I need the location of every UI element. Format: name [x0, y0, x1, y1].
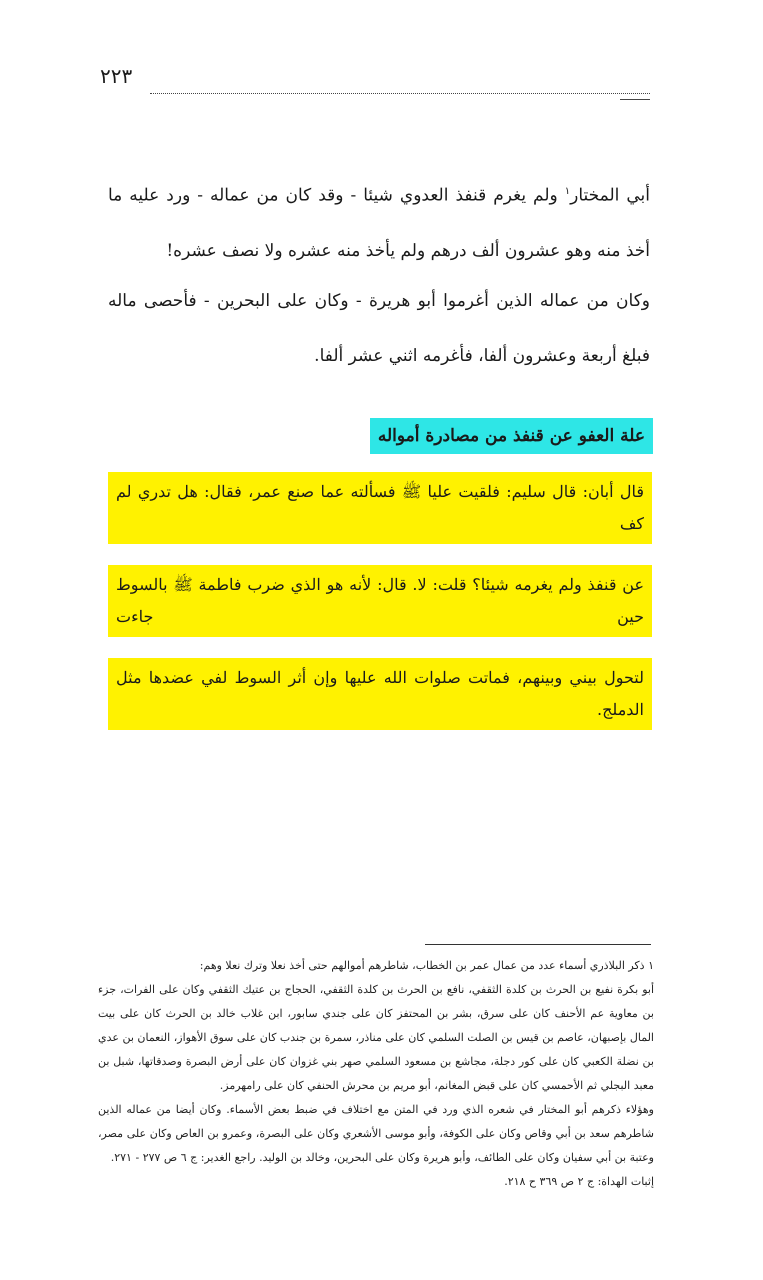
highlighted-line-1: قال أبان: قال سليم: فلقيت عليا ﷺ فسألته عما صنع عمر، فقال: هل تدري لم كف	[108, 472, 652, 544]
footnote-line-2: أبو بكرة نفيع بن الحرث بن كلدة الثقفي، نافع بن الحرث بن كلدة الثقفي، الحجاج بن عتيك الثقفي وكان على الفرات، جزء بن معاوية عم الأحنف كان على سرق، بشر بن المحتفز كان على جندي سابور، ابن غلاب خالد بن الحرث كان على بيت المال بإصبهان، عاصم بن قيس بن الصلت السلمي كان على مناذر، سمرة بن جندب كان على سوق الأهواز، النعمان بن عدي بن نضلة الكعبي كان على كور دجلة، مجاشع بن مسعود السلمي صهر بني غزوان كان على أرض البصرة وصدقاتها، شبل بن معبد البجلي ثم الأحمسي كان على قبض المغانم، أبو مريم بن محرش الحنفي كان على رامهرمز.	[98, 983, 654, 1092]
body-text-2: وكان من عماله الذين أغرموا أبو هريرة - وكان على البحرين - فأحصى ماله فبلغ أربعة وعشرون ألفا، فأغرمه اثني عشر ألفا.	[108, 291, 650, 366]
footnote-line-3: وهؤلاء ذكرهم أبو المختار في شعره الذي ورد في المتن مع اختلاف في ضبط بعض الأسماء. وكان أيضا من عماله الذين شاطرهم سعد بن أبي وقاص وكان على الكوفة، وأبو موسى الأشعري وكان على البصرة، وعمرو بن العاص وكان على مصر، وعتبة بن أبي سفيان وكان على الطائف، وأبو هريرة وكان على البحرين، وخالد بن الوليد. راجع الغدير: ج ٦ ص ٢٧٧ - ٢٧١.	[98, 1103, 654, 1164]
header-solid-rule	[620, 99, 650, 100]
body-paragraph-1	[108, 164, 650, 279]
body-text-start: أبي المختار	[570, 185, 650, 206]
page-number: ٢٢٣	[100, 64, 133, 88]
body-text-rest: ولم يغرم قنفذ العدوي شيئا - وقد كان من عماله - ورد عليه ما أخذ منه وهو عشرون ألف درهم ولم يأخذ منه عشره ولا نصف عشره!	[108, 185, 650, 261]
highlighted-line-2: عن قنفذ ولم يغرمه شيئا؟ قلت: لا. قال: لأنه هو الذي ضرب فاطمة ﷺ بالسوط حين جاءت	[108, 565, 652, 637]
section-heading-wrapper	[370, 418, 653, 454]
footnote-line-1: ١ ذكر البلاذري أسماء عدد من عمال عمر بن الخطاب، شاطرهم أموالهم حتى أخذ نعلا وترك نعلا وهم:	[199, 959, 654, 972]
header-dotted-rule	[150, 93, 650, 94]
footnotes	[98, 954, 654, 1194]
section-heading: علة العفو عن قنفذ من مصادرة أمواله	[370, 418, 653, 454]
highlighted-line-3: لتحول بيني وبينهم، فماتت صلوات الله عليها وإن أثر السوط لفي عضدها مثل الدملج.	[108, 658, 652, 730]
highlighted-quote	[108, 472, 652, 751]
footnote-separator	[425, 944, 651, 945]
footnote-line-4: إثبات الهداة: ج ٢ ص ٣٦٩ ح ٢١٨.	[504, 1175, 654, 1188]
body-paragraph-2	[108, 274, 650, 384]
footnote-reference[interactable]: ١	[564, 186, 571, 197]
